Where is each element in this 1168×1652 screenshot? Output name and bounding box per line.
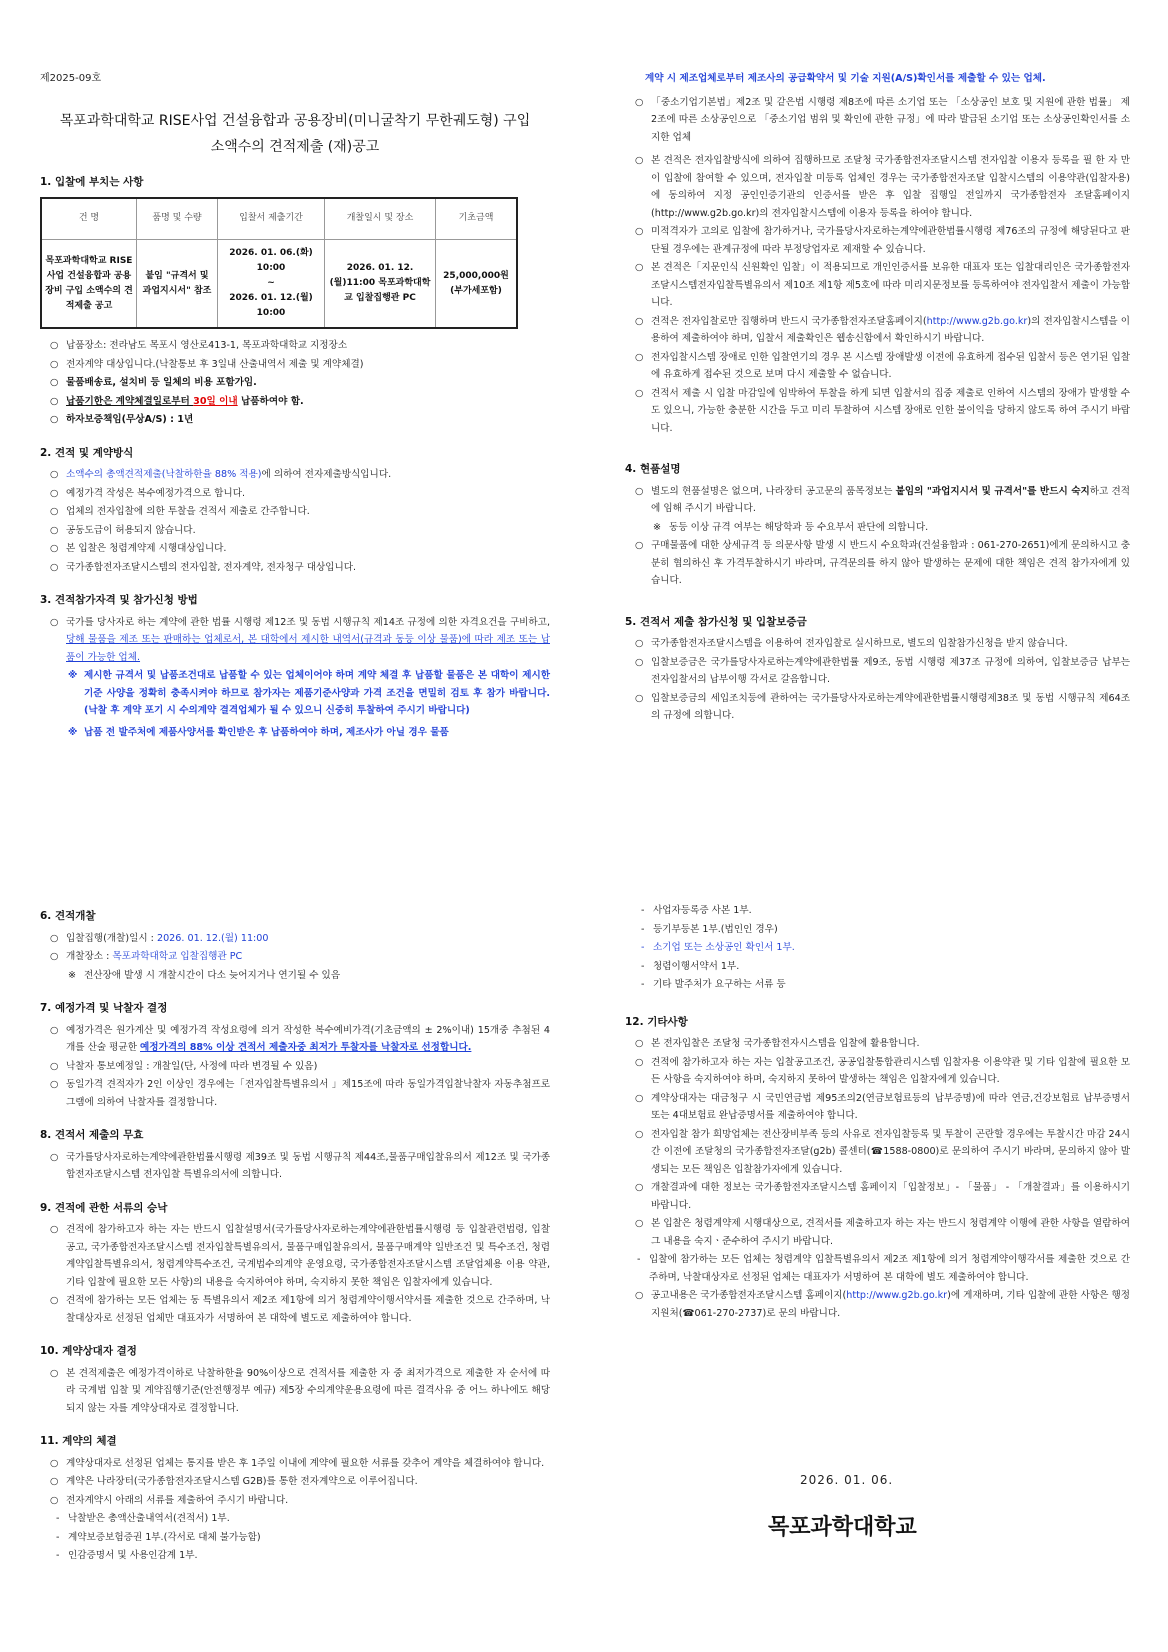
td-name: 목포과학대학교 RISE사업 건설융합과 공용장비 구입 소액수의 견적제출 공고 bbox=[41, 240, 137, 329]
deadline-red: 30일 이내 bbox=[193, 395, 238, 407]
sec9-item: ○ 견적에 참가하고자 하는 자는 반드시 입찰설명서(국가를당사자로하는계약에관한법률시행령 등 입찰관련법령, 입찰공고, 국가종합전자조달시스템 전자입찰특별유의서, 물품구매입찰유의서, 물품구매계약 일반조건 및 특수조건, 청렴계약입찰특별유의서, 청렴계약특수조건, 국계법수의계약 운영요령, 국가종합전자조달시스템 조달업체용 이용 약관, 기타 입찰에 필요한 모든 사항)의 내용을 숙지하여야 하며, 숙지하지 못한 책임은 입찰자에게 있습니다. bbox=[50, 1221, 550, 1291]
bid-table-header bbox=[41, 198, 517, 240]
sec11-doc: - 기타 발주처가 요구하는 서류 등 bbox=[641, 976, 1130, 994]
sec11-doc-blue: - 소기업 또는 소상공인 확인서 1부. bbox=[641, 939, 1130, 957]
sec7-pre: 예정가격은 원가계산 및 예정가격 작성요령에 의거 작성한 복수예비가격(기초금액의 ± 2%이내) 15개중 추첨된 4개를 산술 평균한 bbox=[66, 1024, 550, 1053]
sec2-item bbox=[50, 466, 550, 484]
issue-date: 2026. 01. 06. bbox=[800, 1473, 894, 1487]
sec12-item: ○ 견적에 참가하고자 하는 자는 입찰공고조건, 공공입찰통합관리시스템 입찰자용 이용약관 및 기타 입찰에 필요한 모든 사항을 숙지하여야 하며, 숙지하지 못하여 발생하는 책임은 입찰자에게 있습니다. bbox=[635, 1054, 1130, 1089]
section-5-heading: 5. 견적서 제출 참가신청 및 입찰보증금 bbox=[625, 615, 807, 628]
doc-title bbox=[40, 108, 550, 160]
sec6-item bbox=[50, 930, 550, 948]
section-12-heading: 12. 기타사항 bbox=[625, 1015, 688, 1028]
g2b-post: )의 전자입찰시스템을 이용하여 제출하여야 하며, 입찰서 제출확인은 웹송신함에서 확인하시기 바랍니다. bbox=[651, 315, 1130, 344]
bid-table-row bbox=[41, 240, 517, 329]
section-8-heading: 8. 견적서 제출의 무효 bbox=[40, 1129, 144, 1141]
sec9-item: ○ 견적에 참가하는 모든 업체는 동 특별유의서 제2조 제1항에 의거 청렴계약이행서약서를 제출한 것으로 간주하며, 낙찰대상자로 선정된 업체만 대표자가 서명하여 본 대학에 별도로 제출하여야 합니다. bbox=[50, 1292, 550, 1327]
sec11-doc: - 계약보증보험증권 1부.(각서로 대체 불가능함) bbox=[56, 1529, 550, 1547]
th-name: 건 명 bbox=[41, 198, 137, 240]
sec2-item: ○ 국가종합전자조달시스템의 전자입찰, 전자계약, 전자청구 대상입니다. bbox=[50, 559, 550, 577]
sec3-item bbox=[50, 614, 550, 667]
section-7-heading: 7. 예정가격 및 낙찰자 결정 bbox=[40, 1002, 168, 1014]
last-post: )에 게재하며, 기타 입찰에 관한 사항은 행정지원처(☎061-270-2737)로 문의 바랍니다. bbox=[651, 1290, 1130, 1319]
sec1-item: ○ 납품장소: 전라남도 목포시 영산로413-1, 목포과학대학교 지정장소 bbox=[50, 337, 550, 355]
section-3-heading: 3. 견적참가자격 및 참가신청 방법 bbox=[40, 594, 198, 606]
deadline-pre: 납품기한은 계약체결일로부터 bbox=[66, 395, 194, 407]
sec4-note: ※ 동등 이상 규격 여부는 해당학과 등 수요부서 판단에 의합니다. bbox=[653, 519, 1130, 537]
sec4-pre: 별도의 현품설명은 없으며, 나라장터 공고문의 품목정보는 bbox=[651, 485, 896, 497]
column-bottom-left bbox=[40, 902, 550, 1566]
sec3-note-2a: ※ 납품 전 발주처에 제품사양서를 확인받은 후 납품하여야 하며, 제조사가 아닐 경우 물품 bbox=[68, 724, 550, 742]
section-1-heading: 1. 입찰에 부치는 사항 bbox=[40, 175, 144, 188]
section-4-heading: 4. 현품설명 bbox=[625, 463, 681, 475]
sec4-post: 하고 견적에 임해 주시기 바랍니다. bbox=[651, 485, 1130, 514]
sec6-value2: 목포과학대학교 입찰집행관 PC bbox=[112, 951, 243, 962]
sec12-item: ○ 전자입찰 참가 희망업체는 전산장비부족 등의 사유로 전자입찰등록 및 투찰이 곤란할 경우에는 투찰시간 마감 24시간 이전에 조달청의 국가종합전자조달(g2b) 콜센터(☎1588-0800)로 문의하여 주시기 바라며, 문의하지 않아 발생되는 모든 책임은 입찰참가자에게 있습니다. bbox=[635, 1126, 1130, 1179]
sec3-item: ○ 본 견적은「지문인식 신원확인 입찰」이 적용되므로 개인인증서를 보유한 대표자 또는 입찰대리인은 국가종합전자조달시스템전자입찰특별유의서 제10조 제1항 제5호에 따라 미리지문정보를 등록하여야 전자입찰서 제출이 가능합니다. bbox=[635, 259, 1130, 312]
bid-table bbox=[40, 197, 518, 329]
sec6-value1: 2026. 01. 12.(월) 11:00 bbox=[156, 932, 269, 944]
sec1-item: ○ 하자보증책임(무상A/S) : 1년 bbox=[50, 411, 550, 429]
section-6-heading: 6. 견적개찰 bbox=[40, 910, 96, 922]
sec3-item: ○ 미적격자가 고의로 입찰에 참가하거나, 국가를당사자로하는계약에관한법률시행령 제76조의 규정에 해당된다고 판단될 경우에는 관계규정에 따라 부정당업자로 제재할 수 있습니다. bbox=[635, 223, 1130, 258]
sec11-doc: - 인감증명서 및 사용인감계 1부. bbox=[56, 1547, 550, 1565]
sec7-item: ○ 낙찰자 통보예정일 : 개찰일(단, 사정에 따라 변경될 수 있음) bbox=[50, 1058, 550, 1076]
sec8-item: ○ 국가를당사자로하는계약에관한법률시행령 제39조 및 동법 시행규칙 제44조,물품구매입찰유의서 제12조 및 국가종합전자조달시스템 전자입찰 특별유의서에 의합니다. bbox=[50, 1149, 550, 1184]
th-item: 품명 및 수량 bbox=[137, 198, 218, 240]
sec11-item: ○ 전자계약시 아래의 서류를 제출하여 주시기 바랍니다. bbox=[50, 1492, 550, 1510]
sec1-deadline bbox=[50, 393, 550, 411]
sec5-item: ○ 입찰보증금의 세입조치등에 관하여는 국가를당사자로하는계약에관한법률시행령제38조 및 동법 시행규칙 제64조의 규정에 의합니다. bbox=[635, 690, 1130, 725]
sec11-doc: - 청렴이행서약서 1부. bbox=[641, 958, 1130, 976]
sec7-item bbox=[50, 1022, 550, 1057]
sec3-note-2b: 계약 시 제조업체로부터 제조사의 공급확약서 및 기술 지원(A/S)확인서를 제출할 수 있는 업체. bbox=[645, 73, 1046, 84]
sec5-item: ○ 국가종합전자조달시스템을 이용하여 전자입찰로 실시하므로, 별도의 입찰참가신청을 받지 않습니다. bbox=[635, 635, 1130, 653]
sec11-doc: - 사업자등록증 사본 1부. bbox=[641, 902, 1130, 920]
section-2-heading: 2. 견적 및 계약방식 bbox=[40, 446, 134, 459]
sec2-item: ○ 예정가격 작성은 복수예정가격으로 합니다. bbox=[50, 485, 550, 503]
sec6-label1: 입찰집행(개찰)일시 : bbox=[66, 932, 157, 944]
sec11-item: ○ 계약상대자로 선정된 업체는 통지를 받은 후 1주일 이내에 계약에 필요한 서류를 갖추어 계약을 체결하여야 합니다. bbox=[50, 1455, 550, 1473]
sec12-item: ○ 본 입찰은 청렴계약제 시행대상으로, 견적서를 제출하고자 하는 자는 반드시 청렴계약 이행에 관한 사항을 열람하여 그 내용을 숙지ㆍ준수하여 주시기 바랍니다. bbox=[635, 1215, 1130, 1250]
section-10-heading: 10. 계약상대자 결정 bbox=[40, 1345, 137, 1357]
td-amount: 25,000,000원 (부가세포함) bbox=[436, 240, 518, 329]
column-top-right bbox=[625, 70, 1130, 726]
sec2-rest: 에 의하여 전자제출방식입니다. bbox=[261, 469, 392, 480]
period-end: 2026. 01. 12.(월) 10:00 bbox=[229, 293, 313, 318]
sec3-blue: 당해 물품을 제조 또는 판매하는 업체로서, 본 대학에서 제시한 내역서(규격과 동등 이상 물품)에 따라 제조 또는 납품이 가능한 업체. bbox=[66, 634, 550, 663]
sec4-item bbox=[635, 483, 1130, 518]
last-link[interactable]: http://www.g2b.go.kr bbox=[846, 1290, 948, 1301]
sec6-label2: 개찰장소 : bbox=[66, 951, 113, 962]
sec11-doc: - 등기부등본 1부.(법인인 경우) bbox=[641, 921, 1130, 939]
title-line-1: 목포과학대학교 RISE사업 건설융합과 공용장비(미니굴착기 무한궤도형) 구입 bbox=[59, 112, 531, 129]
sec10-item: ○ 본 견적제출은 예정가격이하로 낙찰하한율 90%이상으로 견적서를 제출한 자 중 최저가격으로 제출한 자 순서에 따라 국계법 입찰 및 계약집행기준(안전행정부 예규) 제5장 수의계약운용요령에 따른 결격사유 중 어느 하나에도 해당되지 않는 자를 계약상대자로 결정합니다. bbox=[50, 1365, 550, 1418]
sec1-item: ○ 물품배송료, 설치비 등 일체의 비용 포함가임. bbox=[50, 374, 550, 392]
column-bottom-right bbox=[625, 902, 1130, 1323]
sec12-dash: - 입찰에 참가하는 모든 업체는 청렴계약 입찰특별유의서 제2조 제1항에 의거 청렴계약이행각서를 제출한 것으로 간주하며, 낙찰대상자로 선정된 업체는 대표자가 서명하여 본 대학에 별도 제출하여야 합니다. bbox=[637, 1251, 1130, 1286]
td-item: 붙임 "규격서 및 과업지시서" 참조 bbox=[137, 240, 218, 329]
th-period: 입찰서 제출기간 bbox=[218, 198, 325, 240]
column-top-left bbox=[40, 70, 550, 742]
deadline-post: 납품하여야 함. bbox=[237, 395, 304, 407]
sec7-item: ○ 동일가격 견적자가 2인 이상인 경우에는「전자입찰특별유의서 」제15조에 따라 동일가격입찰낙찰자 자동추첨프로그램에 의하여 낙찰자를 결정합니다. bbox=[50, 1076, 550, 1111]
sec11-item: ○ 계약은 나라장터(국가종합전자조달시스템 G2B)를 통한 전자계약으로 이루어집니다. bbox=[50, 1473, 550, 1491]
sec12-item: ○ 개찰결과에 대한 정보는 국가종합전자조달시스템 홈페이지「입찰정보」- 「물품」 - 「개찰결과」를 이용하시기 바랍니다. bbox=[635, 1179, 1130, 1214]
sec2-item: ○ 본 입찰은 청렴계약제 시행대상입니다. bbox=[50, 540, 550, 558]
th-amount: 기초금액 bbox=[436, 198, 518, 240]
sec4-bold: 붙임의 "과업지시서 및 규격서"를 반드시 숙지 bbox=[895, 485, 1090, 497]
sec3-note-1: ※ 제시한 규격서 및 납품조건대로 납품할 수 있는 업체이어야 하며 계약 체결 후 납품할 물품은 본 대학이 제시한 기준 사양을 정확히 충족시켜야 하므로 참가자는 제품기준사양과 가격 조건을 면밀히 검토 후 참가 바랍니다. (낙찰 후 계약 포기 시 수의계약 결격업체가 될 수 있으니 신중히 투찰하여 주시기 바랍니다) bbox=[68, 667, 550, 720]
period-start: 2026. 01. 06.(화) 10:00 bbox=[229, 248, 313, 273]
sec1-item: ○ 전자계약 대상입니다.(낙찰통보 후 3일내 산출내역서 제출 및 계약체결) bbox=[50, 356, 550, 374]
sec7-blue: 예정가격의 88% 이상 견적서 제출자중 최저가 투찰자를 낙찰자로 선정합니다. bbox=[140, 1042, 472, 1053]
section-9-heading: 9. 견적에 관한 서류의 승낙 bbox=[40, 1201, 168, 1214]
last-pre: 공고내용은 국가종합전자조달시스템 홈페이지( bbox=[651, 1290, 847, 1301]
g2b-link[interactable]: http://www.g2b.go.kr bbox=[926, 315, 1028, 327]
sec2-item: ○ 업체의 전자입찰에 의한 투찰을 견적서 제출로 간주합니다. bbox=[50, 503, 550, 521]
sec3-pre: 국가를 당사자로 하는 계약에 관한 법률 시행령 제12조 및 동법 시행규칙 제14조 규정에 의한 자격요건을 구비하고, bbox=[66, 616, 550, 628]
sec12-item: ○ 본 전자입찰은 조달청 국가종합전자시스템을 입찰에 활용합니다. bbox=[635, 1035, 1130, 1053]
section-11-heading: 11. 계약의 체결 bbox=[40, 1435, 117, 1447]
sec3-item: ○ 본 견적은 전자입찰방식에 의하여 집행하므로 조달청 국가종합전자조달시스템 전자입찰 이용자 등록을 필 한 자 만이 입찰에 참여할 수 있으며, 전자입찰 미등록 업체인 경우는 국가종합전자조달 입찰시스템의 이용약관(입찰자용)에 동의하여 지정 공인인증기관의 인증서를 받은 후 입찰 집행일 전일까지 국가종합전자 조달홈페이지(http://www.g2b.go.kr)의 전자입찰시스템에 이용자 등록을 하여야 합니다. bbox=[635, 152, 1130, 222]
university-name: 목포과학대학교 bbox=[768, 1515, 917, 1540]
sec3-item: ○ 전자입찰시스템 장애로 인한 입찰연기의 경우 본 시스템 장애발생 이전에 유효하게 접수된 입찰서 등은 연기된 입찰에 유효하게 접수된 것으로 보며 다시 제출할 수 없습니다. bbox=[635, 349, 1130, 384]
th-open: 개찰일시 및 장소 bbox=[325, 198, 436, 240]
g2b-pre: 견적은 전자입찰로만 집행하며 반드시 국가종합전자조달홈페이지( bbox=[651, 315, 927, 327]
doc-number: 제2025-09호 bbox=[40, 73, 102, 84]
sec3-item-g2b bbox=[635, 313, 1130, 348]
sec12-item-last bbox=[635, 1287, 1130, 1322]
sec5-item: ○ 입찰보증금은 국가를당사자로하는계약에관한법률 제9조, 동법 시행령 제37조 규정에 의하여, 입찰보증금 납부는 전자입찰서의 납부이행 각서로 갈음합니다. bbox=[635, 654, 1130, 689]
td-open: 2026. 01. 12.(월)11:00 목포과학대학교 입찰집행관 PC bbox=[325, 240, 436, 329]
sec12-item: ○ 계약상대자는 대금청구 시 국민연금법 제95조의2(연금보험료등의 납부증명)에 따라 연금,건강보험료 납부증명서 또는 4대보험료 완납증명서를 제출하여야 합니다. bbox=[635, 1090, 1130, 1125]
sec2-blue: 소액수의 총액견적제출(낙찰하한율 88% 적용) bbox=[66, 469, 262, 480]
sec6-item bbox=[50, 948, 550, 966]
sec6-note: ※ 전산장애 발생 시 개찰시간이 다소 늦어지거나 연기될 수 있음 bbox=[68, 967, 550, 985]
sec3-item: ○ 「중소기업기본법」제2조 및 같은법 시행령 제8조에 따른 소기업 또는 「소상공인 보호 및 지원에 관한 법률」 제2조에 따른 소상공인으로 「중소기업 범위 및 확인에 관한 규정」에 따라 발급된 소기업 또는 소상공인확인서를 소지한 업체 bbox=[635, 94, 1130, 147]
sec11-doc: - 낙찰받은 총액산출내역서(견적서) 1부. bbox=[56, 1510, 550, 1528]
sec3-item: ○ 견적서 제출 시 입찰 마감일에 임박하여 투찰을 하게 되면 입찰서의 집중 제출로 인하여 시스템의 장애가 발생할 수도 있으니, 가능한 충분한 시간을 두고 미리 투찰하여 시스템 장애로 인한 불이익을 당하지 않도록 하여 주시기 바랍니다. bbox=[635, 385, 1130, 438]
sec4-item: ○ 구매물품에 대한 상세규격 등 의문사항 발생 시 반드시 수요학과(건설융합과 : 061-270-2651)에게 문의하시고 충분히 협의하신 후 가격투찰하시기 바라며, 규격문의를 하지 않아 발생하는 문제에 대한 책임은 견적 참가자에게 있습니다. bbox=[635, 537, 1130, 590]
sec2-item: ○ 공동도급이 허용되지 않습니다. bbox=[50, 522, 550, 540]
title-line-2: 소액수의 견적제출 (재)공고 bbox=[210, 138, 380, 155]
td-period bbox=[218, 240, 325, 329]
period-sep: ~ bbox=[267, 278, 275, 288]
